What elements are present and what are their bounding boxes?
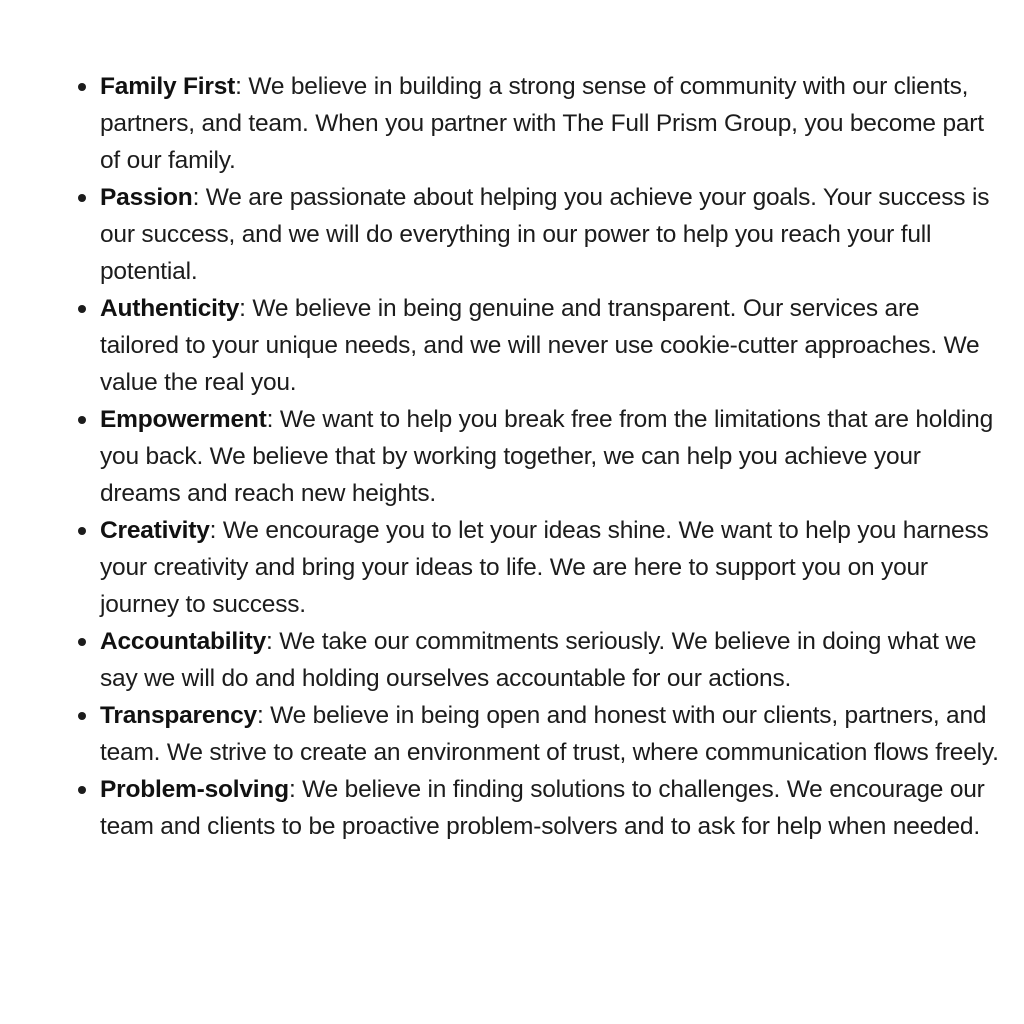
bullet-icon	[78, 527, 86, 535]
value-description: : We believe in finding solutions to challenges. We encourage our team and clients to be proactive problem-solvers and to ask for help when needed.	[100, 776, 985, 840]
value-description: : We believe in being open and honest with our clients, partners, and team. We strive to create an environment of trust, where communication flows freely.	[100, 702, 999, 766]
value-description: : We encourage you to let your ideas shine. We want to help you harness your creativity and bring your ideas to life. We are here to support you on your journey to success.	[100, 517, 989, 618]
value-item-authenticity	[100, 290, 1000, 401]
value-item-problem-solving	[100, 771, 1000, 845]
value-term: Accountability	[100, 628, 266, 655]
bullet-icon	[78, 305, 86, 313]
core-values-list	[0, 68, 1000, 845]
value-item-accountability	[100, 623, 1000, 697]
value-description: : We believe in building a strong sense of community with our clients, partners, and team. When you partner with The Full Prism Group, you become part of our family.	[100, 73, 984, 174]
value-term: Empowerment	[100, 406, 267, 433]
bullet-icon	[78, 638, 86, 646]
value-term: Family First	[100, 73, 236, 100]
value-item-transparency	[100, 697, 1000, 771]
value-item-empowerment	[100, 401, 1000, 512]
bullet-icon	[78, 712, 86, 720]
value-item-creativity	[100, 512, 1000, 623]
value-term: Creativity	[100, 517, 210, 544]
bullet-icon	[78, 786, 86, 794]
value-term: Problem-solving	[100, 776, 289, 803]
value-description: : We are passionate about helping you achieve your goals. Your success is our success, and we will do everything in our power to help you reach your full potential.	[100, 184, 990, 285]
value-term: Authenticity	[100, 295, 240, 322]
bullet-icon	[78, 416, 86, 424]
value-term: Transparency	[100, 702, 257, 729]
value-description: : We believe in being genuine and transparent. Our services are tailored to your unique needs, and we will never use cookie-cutter approaches. We value the real you.	[100, 295, 980, 396]
value-item-family-first	[100, 68, 1000, 179]
value-description: : We take our commitments seriously. We believe in doing what we say we will do and holding ourselves accountable for our actions.	[100, 628, 977, 692]
bullet-icon	[78, 194, 86, 202]
value-item-passion	[100, 179, 1000, 290]
value-description: : We want to help you break free from the limitations that are holding you back. We believe that by working together, we can help you achieve your dreams and reach new heights.	[100, 406, 993, 507]
bullet-icon	[78, 83, 86, 91]
value-term: Passion	[100, 184, 193, 211]
